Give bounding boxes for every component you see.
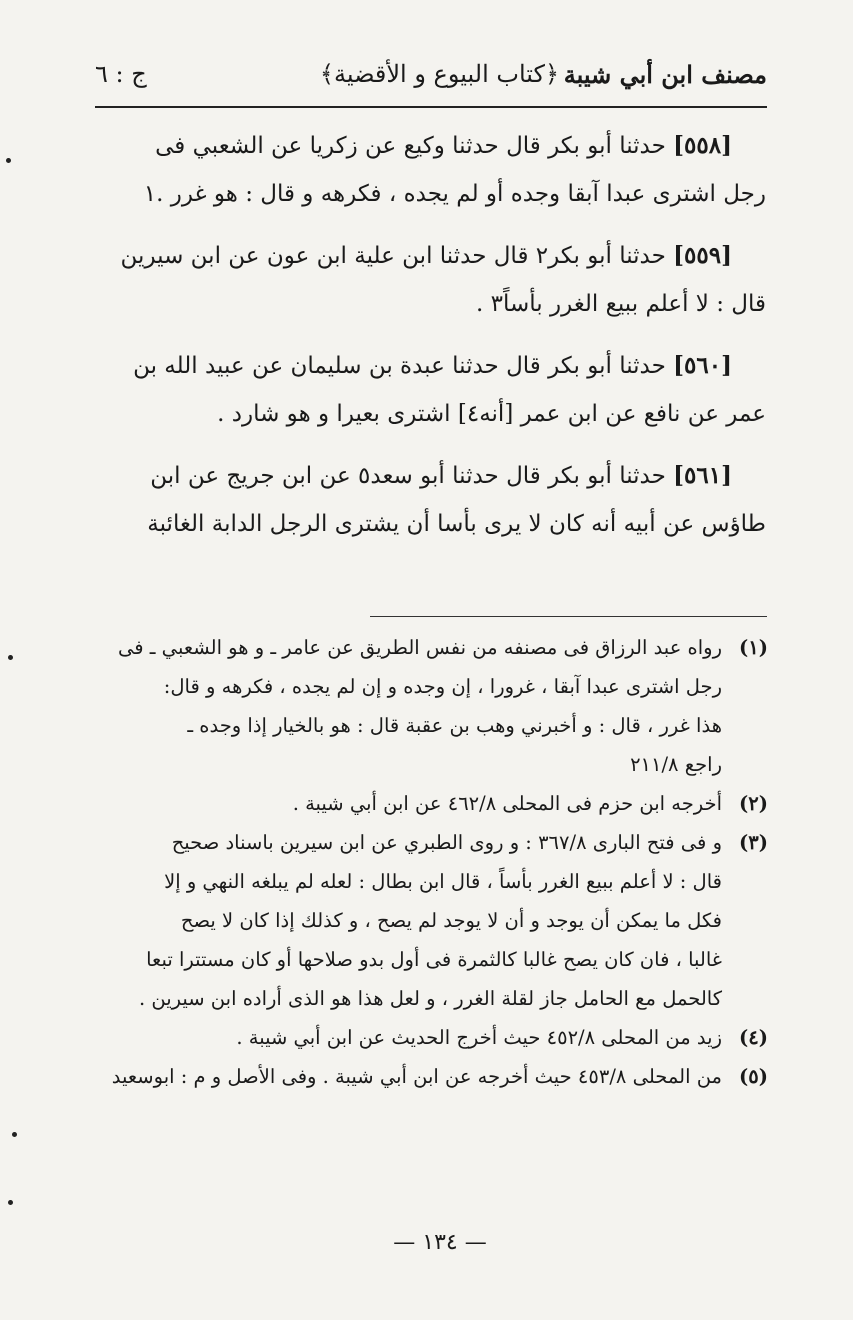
footnote-number: (١) (739, 636, 768, 659)
header-rule (95, 106, 767, 108)
footnote-number: (٢) (739, 792, 768, 815)
footnote-line: زيد من المحلى ٤٥٢/٨ حيث أخرج الحديث عن ابن أبي شيبة . (236, 1026, 722, 1049)
footnote-number: (٤) (739, 1026, 768, 1049)
hadith-line: [٥٥٩] حدثنا أبو بكر٢ قال حدثنا ابن علية ابن عون عن ابن سيرين (120, 242, 732, 269)
scan-speck (12, 1132, 17, 1137)
footnote-rule (370, 616, 767, 617)
footnote-line: راجع ٢١١/٨ (630, 753, 722, 776)
hadith-line: رجل اشترى عبدا آبقا وجده أو لم يجده ، فكرهه و قال : هو غرر .١ (143, 181, 766, 207)
hadith-line: طاؤس عن أبيه أنه كان لا يرى بأسا أن يشترى الرجل الدابة الغائبة (147, 511, 766, 537)
footnote-line: كالحمل مع الحامل جاز لقلة الغرر ، و لعل هذا هو الذى أراده ابن سيرين . (138, 987, 722, 1010)
hadith-line: عمر عن نافع عن ابن عمر [أنه٤] اشترى بعيرا و هو شارد . (217, 401, 766, 427)
footnote-line: من المحلى ٤٥٣/٨ حيث أخرجه عن ابن أبي شيبة . وفى الأصل و م : ابوسعيد (111, 1065, 722, 1088)
hadith-text (98, 122, 766, 562)
footnote-number: (٥) (739, 1065, 768, 1088)
footnote-line: قال : لا أعلم ببيع الغرر بأساً ، قال ابن بطال : لعله لم يبلغه النهي و إلا (164, 870, 722, 893)
hadith-number: [٥٥٨] (673, 132, 732, 159)
page-header (95, 52, 767, 104)
hadith-number: [٥٥٩] (673, 242, 732, 269)
footnote-line: رجل اشترى عبدا آبقا ، غرورا ، إن وجده و إن لم يجده ، فكرهه و قال: (163, 675, 722, 698)
footnote (100, 1057, 768, 1096)
footnote (100, 1018, 768, 1057)
footnote-line: هذا غرر ، قال : و أخبرني وهب بن عقبة قال : هو بالخيار إذا وجده ـ (187, 714, 722, 737)
page-number: — ١٣٤ — (393, 1230, 487, 1255)
scan-speck (8, 655, 13, 660)
hadith-entry (98, 232, 766, 328)
hadith-entry (98, 342, 766, 438)
volume-number: ج : ٦ (95, 60, 147, 88)
footnote-line: فكل ما يمكن أن يوجد و أن لا يوجد لم يصح ، و كذلك إذا كان لا يصح (180, 909, 722, 932)
footnote-line: رواه عبد الرزاق فى مصنفه من نفس الطريق عن عامر ـ و هو الشعبي ـ فى (118, 636, 722, 659)
scan-speck (8, 1200, 13, 1205)
footnote (100, 784, 768, 823)
book-title: مصنف ابن أبي شيبة (563, 60, 767, 89)
footnote (100, 628, 768, 784)
footnote-line: أخرجه ابن حزم فى المحلى ٤٦٢/٨ عن ابن أبي شيبة . (292, 792, 722, 815)
chapter-title: ﴿كتاب البيوع و الأقضية﴾ (319, 60, 559, 88)
hadith-line: قال : لا أعلم ببيع الغرر بأساً٣ . (476, 291, 766, 317)
footnote-line: و فى فتح البارى ٣٦٧/٨ : و روى الطبري عن ابن سيرين باسناد صحيح (171, 831, 722, 854)
hadith-line: [٥٥٨] حدثنا أبو بكر قال حدثنا وكيع عن زكريا عن الشعبي فى (155, 132, 732, 159)
hadith-line: [٥٦١] حدثنا أبو بكر قال حدثنا أبو سعد٥ عن ابن جريج عن ابن (150, 462, 732, 489)
scan-speck (6, 158, 11, 163)
footnote (100, 823, 768, 1018)
hadith-number: [٥٦١] (673, 462, 732, 489)
footnote-line: غالبا ، فان كان يصح غالبا كالثمرة فى أول بدو صلاحها أو كان مستترا تبعا (146, 948, 722, 971)
footnote-number: (٣) (739, 831, 768, 854)
hadith-entry (98, 122, 766, 218)
footnotes (100, 628, 768, 1096)
hadith-line: [٥٦٠] حدثنا أبو بكر قال حدثنا عبدة بن سليمان عن عبيد الله بن (133, 352, 732, 379)
hadith-number: [٥٦٠] (673, 352, 732, 379)
hadith-entry (98, 452, 766, 548)
